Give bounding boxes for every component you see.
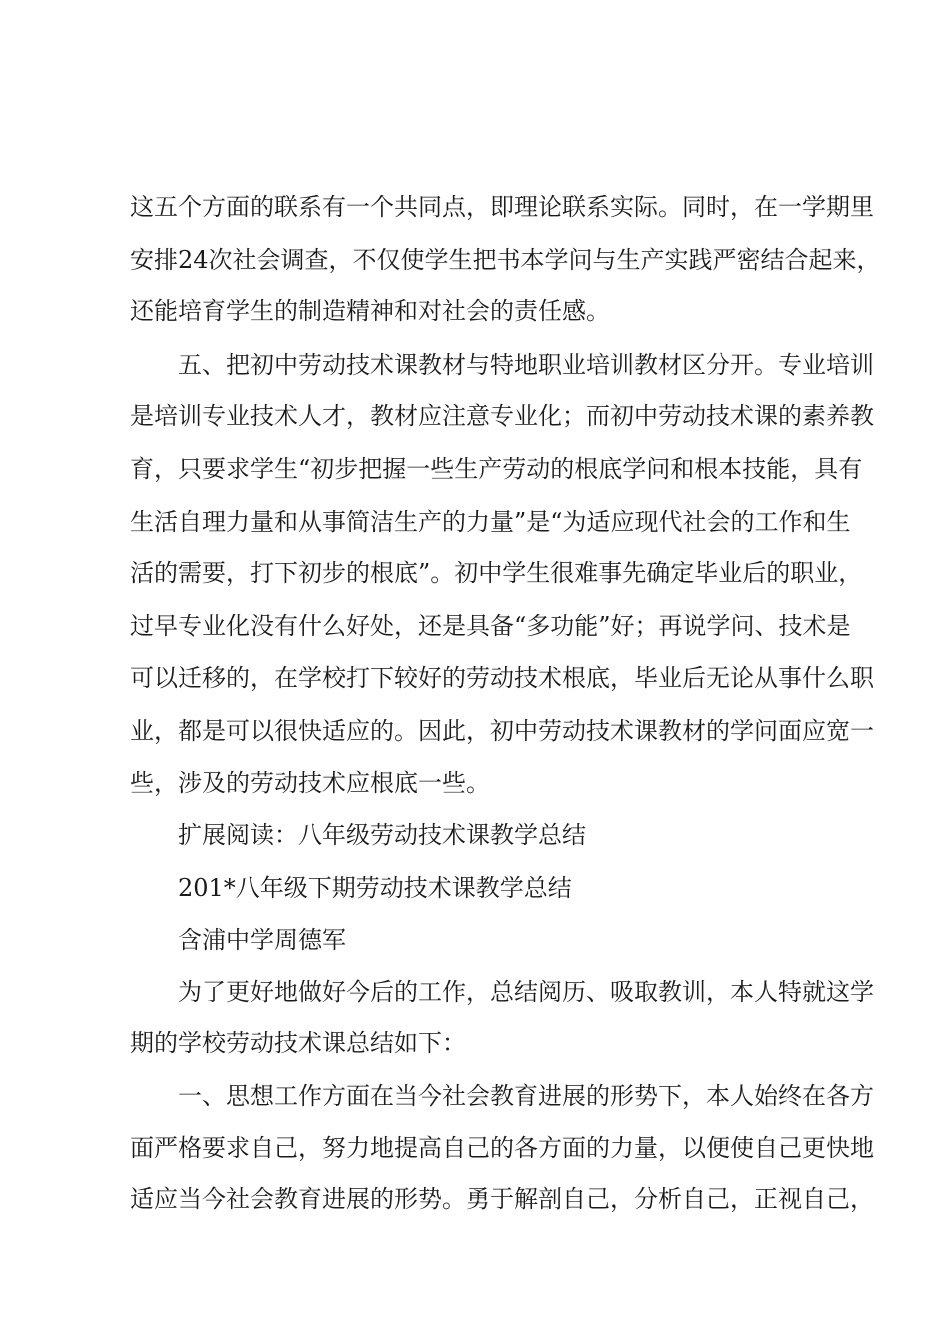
body-text-line: 育，只要求学生“初步把握一些生产劳动的根底学问和根本技能，具有 <box>130 455 863 483</box>
body-text-line: 期的学校劳动技术课总结如下： <box>130 1029 466 1057</box>
body-text-line: 活的需要，打下初步的根底”。初中学生很难事先确定毕业后的职业， <box>130 559 863 587</box>
body-text-line: 是培训专业技术人才，教材应注意专业化；而初中劳动技术课的素养教 <box>130 402 874 430</box>
body-text-line: 可以迁移的，在学校打下较好的劳动技术根底，毕业后无论从事什么职 <box>130 664 874 692</box>
paragraph-start-line: 为了更好地做好今后的工作，总结阅历、吸取教训，本人特就这学 <box>178 978 874 1006</box>
body-text-line: 适应当今社会教育进展的形势。勇于解剖自己，分析自己，正视自己， <box>130 1185 874 1213</box>
body-text-line: 些，涉及的劳动技术应根底一些。 <box>130 769 490 797</box>
body-text-line: 业，都是可以很快适应的。因此，初中劳动技术课教材的学问面应宽一 <box>130 717 874 745</box>
body-text-line: 这五个方面的联系有一个共同点，即理论联系实际。同时，在一学期里 <box>130 193 874 221</box>
article-title: 201*八年级下期劳动技术课教学总结 <box>178 874 572 902</box>
body-text-line: 面严格要求自己，努力地提高自己的各方面的力量，以便使自己更快地 <box>130 1134 874 1162</box>
body-text-line: 生活自理力量和从事简洁生产的力量”是“为适应现代社会的工作和生 <box>130 508 851 536</box>
extended-reading-heading: 扩展阅读：八年级劳动技术课教学总结 <box>178 821 586 849</box>
paragraph-start-line: 五、把初中劳动技术课教材与特地职业培训教材区分开。专业培训 <box>178 351 874 379</box>
body-text-line: 还能培育学生的制造精神和对社会的责任感。 <box>130 297 610 325</box>
body-text-line: 安排24次社会调查，不仅使学生把书本学问与生产实践严密结合起来， <box>130 246 881 274</box>
author-line: 含浦中学周德军 <box>178 926 346 954</box>
body-text-line: 过早专业化没有什么好处，还是具备“多功能”好；再说学问、技术是 <box>130 612 851 640</box>
paragraph-start-line: 一、思想工作方面在当今社会教育进展的形势下，本人始终在各方 <box>178 1082 874 1110</box>
